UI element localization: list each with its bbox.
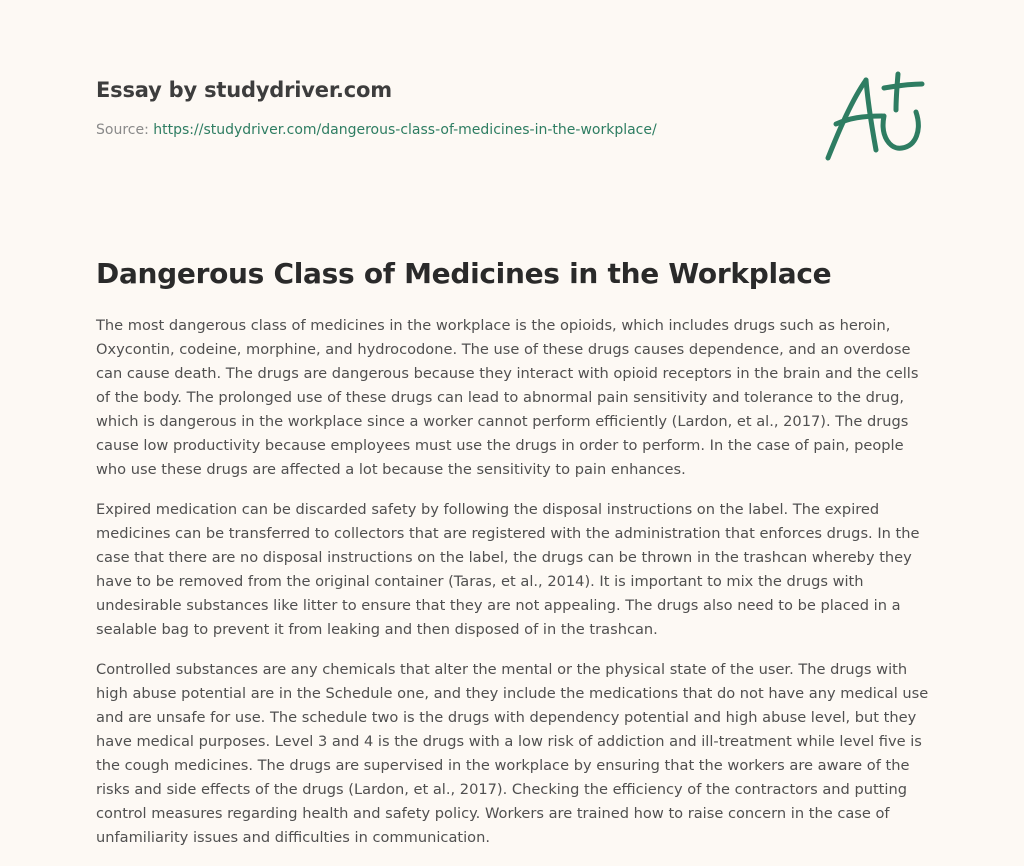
a-plus-grade-icon <box>818 66 930 166</box>
page-header <box>96 76 796 140</box>
paragraph: Controlled substances are any chemicals that alter the mental or the physical state of the user. The drugs with high abuse potential are in the Schedule one, and they include the medications that do not have any medical use and are unsafe for use. The schedule two is the drugs with dependency potential and high abuse level, but they have medical purposes. Level 3 and 4 is the drugs with a low risk of addiction and ill-treatment while level five is the cough medicines. The drugs are supervised in the workplace by ensuring that the workers are aware of the risks and side effects of the drugs (Lardon, et al., 2017). Checking the efficiency of the contractors and putting control measures regarding health and safety policy. Workers are trained how to raise concern in the case of unfamiliarity issues and difficulties in communication. <box>96 661 929 846</box>
paragraph: The most dangerous class of medicines in the workplace is the opioids, which includes drugs such as heroin, Oxycontin, codeine, morphine, and hydrocodone. The use of these drugs causes dependence, and an overdose can cause death. The drugs are dangerous because they interact with opioid receptors in the brain and the cells of the body. The prolonged use of these drugs can lead to abnormal pain sensitivity and tolerance to the drug, which is dangerous in the workplace since a worker cannot perform efficiently (Lardon, et al., 2017). The drugs cause low productivity because employees must use the drugs in order to perform. In the case of pain, people who use these drugs are affected a lot because the sensitivity to pain enhances. <box>96 317 919 478</box>
paragraph: Expired medication can be discarded safety by following the disposal instructions on the label. The expired medicines can be transferred to collectors that are registered with the administration that enforces drugs. In the case that there are no disposal instructions on the label, the drugs can be thrown in the trashcan whereby they have to be removed from the original container (Taras, et al., 2014). It is important to mix the drugs with undesirable substances like litter to ensure that they are not appealing. The drugs also need to be placed in a sealable bag to prevent it from leaking and then disposed of in the trashcan. <box>96 501 920 638</box>
source-label: Source: <box>96 122 149 138</box>
article-title: Dangerous Class of Medicines in the Workplace <box>96 257 832 290</box>
site-brand: Essay by studydriver.com <box>96 78 392 102</box>
article-body <box>96 314 936 866</box>
source-link[interactable]: https://studydriver.com/dangerous-class-of-medicines-in-the-workplace/ <box>153 122 657 138</box>
source-line <box>96 120 796 140</box>
